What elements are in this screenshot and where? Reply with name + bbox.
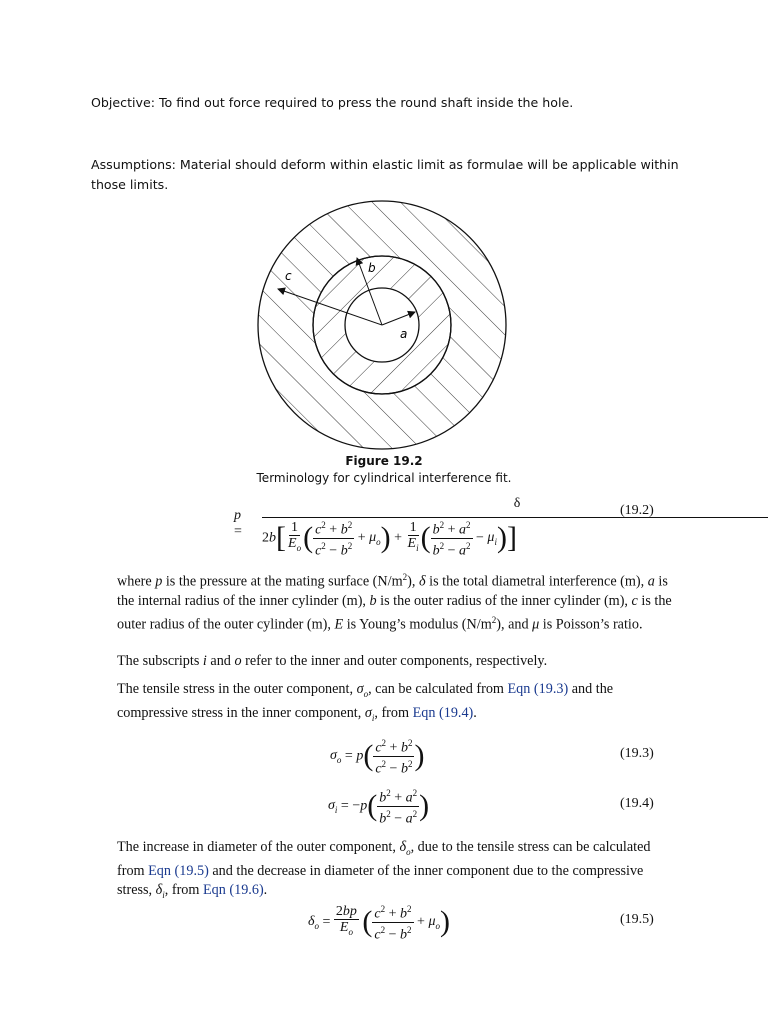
- equation-19-3: $\sigma_o = p$( $\frac{c^2 + b^2}{c^2 - b^2}$ ): [330, 738, 425, 777]
- label-a: a: [400, 327, 408, 341]
- equation-number-19-2: (19.2): [620, 503, 654, 518]
- diameter-increase-paragraph: The increase in diameter of the outer component, $\delta_o$, due to the tensile stress can be calculated from Eqn (19.5) and the decrease in diameter of the inner component due to the compressive stress, $\delta_i$, from Eqn (19.6).: [117, 839, 651, 900]
- objective-text: Objective: To find out force required to press the round shaft inside the hole.: [91, 95, 574, 110]
- figure-caption: Terminology for cylindrical interference fit.: [256, 471, 512, 485]
- label-c: c: [285, 269, 292, 283]
- subscripts-paragraph: The subscripts i and o refer to the inner and outer components, respectively.: [117, 653, 548, 669]
- equation-19-4: $\sigma_i = -p$( $\frac{b^2 + a^2}{b^2 - a^2}$ ): [328, 788, 430, 827]
- eqn-19-3-link[interactable]: Eqn (19.3): [507, 681, 569, 697]
- equation-number-19-4: (19.4): [620, 796, 654, 811]
- equation-number-19-5: (19.5): [620, 912, 654, 927]
- assumptions-text: Assumptions: Material should deform within elastic limit as formulae will be applicable within those limits.: [91, 157, 679, 192]
- eqn-19-6-link[interactable]: Eqn (19.6): [202, 881, 264, 898]
- tensile-stress-paragraph: The tensile stress in the outer component, $\sigma_o$, can be calculated from Eqn (19.3) and the compressive stress in the inner component, $\sigma_i$, from Eqn (19.4).: [117, 681, 614, 723]
- where-paragraph: where p is the pressure at the mating surface $(N/m^2)$, δ is the total diametral interference (m), a is the internal radius of the inner cylinder (m), b is the outer radius of the inner cylinder (m), c is the outer radius of the outer cylinder (m), E is Young’s modulus $(N/m^2)$, and μ is Poisson’s ratio.: [117, 572, 672, 633]
- equation-number-19-3: (19.3): [620, 746, 654, 761]
- eqn-19-5-link[interactable]: Eqn (19.5): [148, 862, 209, 879]
- equation-19-5: $\delta_o$ = $\frac{2bp}{E_o}$ ( $\frac{c^2 + b^2}{c^2 - b^2}$ + $\mu_o$): [308, 904, 450, 943]
- eqn-19-4-link[interactable]: Eqn (19.4): [412, 704, 474, 721]
- figure-title: Figure 19.2: [345, 454, 423, 468]
- label-b: b: [368, 261, 376, 275]
